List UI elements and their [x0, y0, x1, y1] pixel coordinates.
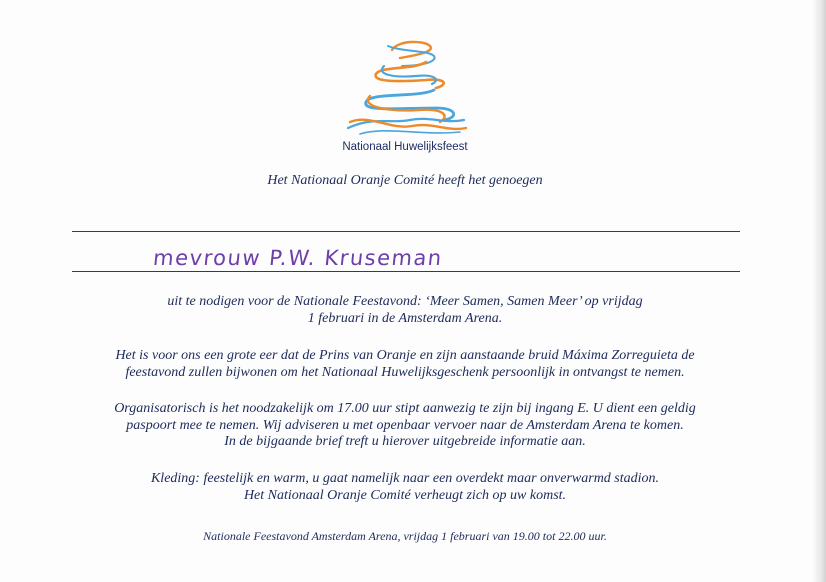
name-line-top [72, 231, 740, 232]
scan-edge-shadow [812, 0, 826, 582]
logo-caption: Nationaal Huwelijksfeest [342, 141, 468, 153]
organisation-paragraph [0, 401, 810, 451]
paragraph-line: feestavond zullen bijwonen om het Nationaal Huwelijksgeschenk persoonlijk in ontvangst te nemen. [125, 364, 685, 380]
intro-line: Het Nationaal Oranje Comité heeft het genoegen [267, 173, 543, 188]
event-footer: Nationale Feestavond Amsterdam Arena, vrijdag 1 februari van 19.00 tot 22.00 uur. [203, 529, 607, 543]
honor-paragraph [0, 348, 810, 381]
paragraph-line: uit te nodigen voor de Nationale Feestavond: ‘Meer Samen, Samen Meer’ op vrijdag [167, 294, 643, 309]
paragraph-line: 1 februari in de Amsterdam Arena. [307, 310, 503, 326]
huwelijksfeest-ribbon-logo [340, 36, 470, 140]
invitation-paragraph [0, 294, 810, 327]
paragraph-line: Het Nationaal Oranje Comité verheugt zich op uw komst. [243, 487, 567, 503]
name-line-bottom [72, 271, 740, 272]
recipient-handwritten-name: mevrouw P.W. Kruseman [152, 246, 444, 270]
paragraph-line: Kleding: feestelijk en warm, u gaat namelijk naar een overdekt maar onverwarmd stadion. [150, 471, 660, 486]
paragraph-line: Het is voor ons een grote eer dat de Prins van Oranje en zijn aanstaande bruid Máxima Zorreguieta de [115, 348, 695, 363]
paragraph-line: Organisatorisch is het noodzakelijk om 17.00 uur stipt aanwezig te zijn bij ingang E. U dient een geldig [114, 401, 696, 416]
paragraph-line: paspoort mee te nemen. Wij adviseren u met openbaar vervoer naar de Amsterdam Arena te komen. [126, 417, 684, 433]
paragraph-line: In de bijgaande brief treft u hierover uitgebreide informatie aan. [224, 434, 586, 449]
dress-code-paragraph [0, 471, 810, 504]
